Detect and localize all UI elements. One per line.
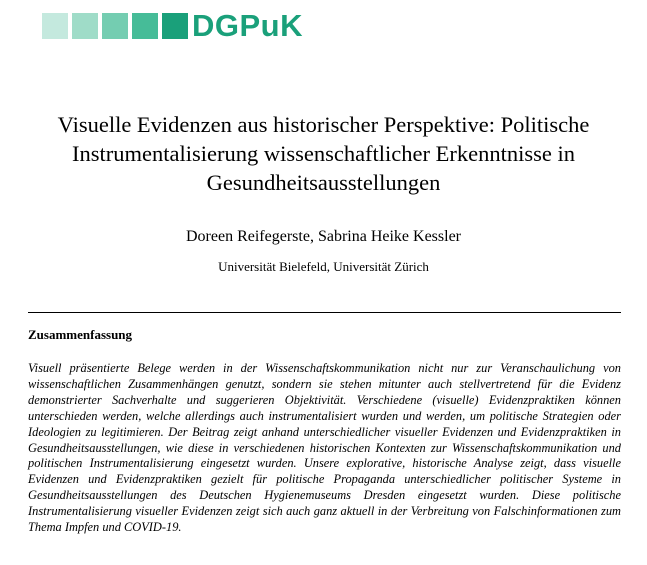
logo-text: DGPuK <box>192 8 303 43</box>
logo-squares <box>42 13 188 39</box>
dgpuk-logo <box>42 8 303 43</box>
abstract-heading: Zusammenfassung <box>28 327 133 342</box>
logo-square-1 <box>42 13 68 39</box>
title-line-3: Gesundheitsausstellungen <box>206 170 441 195</box>
title-line-2: Instrumentalisierung wissenschaftlicher Erkenntnisse in <box>72 141 575 166</box>
logo-square-4 <box>132 13 158 39</box>
logo-square-2 <box>72 13 98 39</box>
paper-title <box>20 110 627 197</box>
title-line-1: Visuelle Evidenzen aus historischer Perspektive: Politische <box>57 112 590 137</box>
logo-square-3 <box>102 13 128 39</box>
paper-affiliations: Universität Bielefeld, Universität Zürich <box>218 259 429 274</box>
logo-square-5 <box>162 13 188 39</box>
paper-authors: Doreen Reifegerste, Sabrina Heike Kessler <box>186 228 461 245</box>
abstract-text: Visuell präsentierte Belege werden in der Wissenschaftskommunikation nicht nur zur Veranschaulichung von wissenschaftlichen Zusammenhängen genutzt, sondern sie stehen mitunter auch stellvertretend für die Evidenz demonstrierter Sachverhalte und suggerieren Objektivität. Verschiedene (visuelle) Evidenzpraktiken können unterschieden werden, welche allerdings auch instrumentalisiert wurden und werden, um politische Strategien oder Ideologien zu legitimieren. Der Beitrag zeigt anhand unterschiedlicher visueller Evidenzen und Evidenzpraktiken in Gesundheitsausstellungen, wie diese in verschiedenen historischen Kontexten zur Wissenschaftskommunikation und politischen Instrumentalisierung eingesetzt wurden. Unsere explorative, historische Analyse zeigt, dass visuelle Evidenzen und Evidenzpraktiken gezielt für politische Propaganda unterschiedlicher politischer Systeme in Gesundheitsausstellungen des Deutschen Hygienemuseums Dresden eingesetzt wurden. Diese politische Instrumentalisierung visueller Evidenzen zeigt sich auch ganz aktuell in der Verbreitung von Falschinformationen zum Thema Impfen und COVID-19. <box>28 361 621 535</box>
section-divider <box>28 312 621 313</box>
